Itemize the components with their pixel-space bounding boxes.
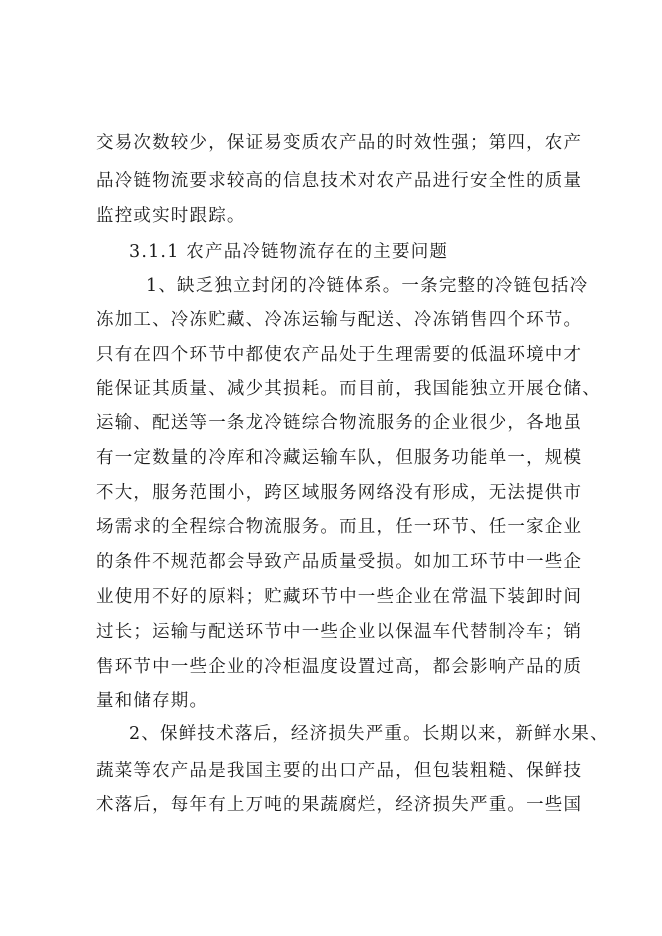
section-heading: 3.1.1 农产品冷链物流存在的主要问题 — [129, 242, 449, 262]
body-text-line: 有一定数量的冷库和冷藏运输车队，但服务功能单一，规模 — [96, 448, 583, 468]
body-text-line: 交易次数较少，保证易变质农产品的时效性强；第四，农产 — [96, 133, 583, 153]
body-text-line: 业使用不好的原料；贮藏环节中一些企业在常温下装卸时间 — [96, 587, 583, 607]
body-text-line: 冻加工、冷冻贮藏、冷冻运输与配送、冷冻销售四个环节。 — [96, 310, 583, 330]
body-text-line: 不大，服务范围小，跨区域服务网络没有形成，无法提供市 — [96, 483, 583, 503]
body-text-line: 售环节中一些企业的冷柜温度设置过高，都会影响产品的质 — [96, 657, 583, 677]
body-text-line: 监控或实时跟踪。 — [96, 206, 246, 226]
body-text-line: 过长；运输与配送环节中一些企业以保温车代替制冷车；销 — [96, 622, 583, 642]
body-text-line: 术落后，每年有上万吨的果蔬腐烂，经济损失严重。一些国 — [96, 795, 583, 815]
body-text-line: 能保证其质量、减少其损耗。而目前，我国能独立开展仓储、 — [96, 379, 601, 399]
body-text-line: 运输、配送等一条龙冷链综合物流服务的企业很少，各地虽 — [96, 413, 583, 433]
body-text-line: 只有在四个环节中都使农产品处于生理需要的低温环境中才 — [96, 345, 583, 365]
body-text-line: 蔬菜等农产品是我国主要的出口产品，但包装粗糙、保鲜技 — [96, 761, 583, 781]
body-text-line: 场需求的全程综合物流服务。而且，任一环节、任一家企业 — [96, 517, 583, 537]
body-text-line: 1、缺乏独立封闭的冷链体系。一条完整的冷链包括冷 — [146, 276, 589, 296]
body-text-line: 量和储存期。 — [96, 691, 209, 711]
body-text-line: 2、保鲜技术落后，经济损失严重。长期以来，新鲜水果、 — [129, 724, 609, 744]
body-text-line: 品冷链物流要求较高的信息技术对农产品进行安全性的质量 — [96, 171, 583, 191]
body-text-line: 的条件不规范都会导致产品质量受损。如加工环节中一些企 — [96, 552, 583, 572]
